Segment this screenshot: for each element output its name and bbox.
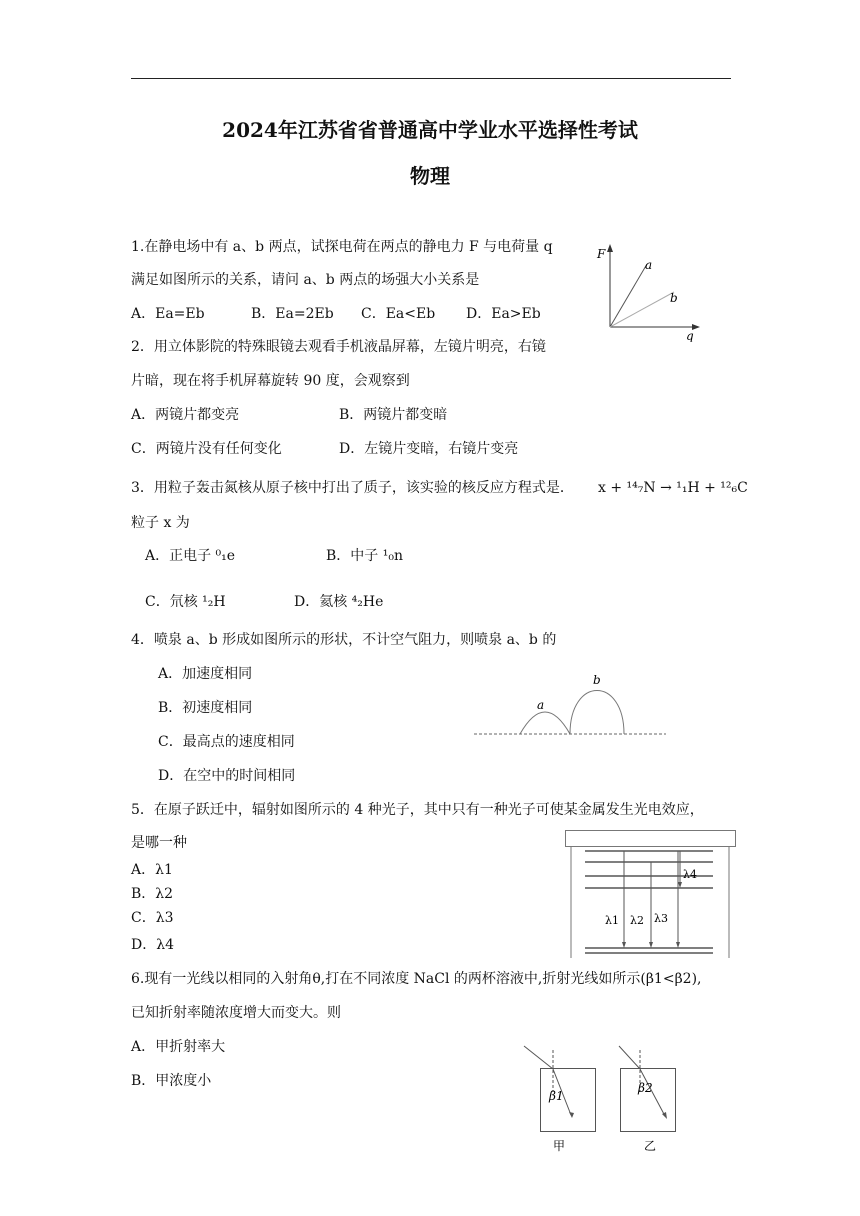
q4-arc-b — [570, 691, 624, 735]
q5-label-lambda2: λ2 — [630, 914, 644, 927]
q1-f-axis-arrow — [607, 244, 613, 252]
q4-option-c: C．最高点的速度相同 — [158, 734, 295, 750]
q6-beakers-figure — [520, 1042, 690, 1158]
q6-incident-ray-left — [524, 1046, 553, 1069]
subject-title: 物理 — [410, 164, 450, 188]
q4-label-a: a — [537, 698, 545, 712]
q5-option-d: D．λ4 — [131, 937, 175, 953]
q5-arrowhead-lambda1 — [622, 942, 626, 948]
q5-stem-line2: 是哪一种 — [131, 835, 187, 851]
q1-f-label: F — [597, 247, 606, 261]
exam-title: 2024年江苏省省普通高中学业水平选择性考试 — [222, 118, 638, 142]
q5-option-b: B．λ2 — [131, 886, 174, 902]
q6-option-b: B．甲浓度小 — [131, 1073, 212, 1089]
q1-line-b — [610, 292, 674, 327]
q6-beaker-right — [621, 1069, 676, 1132]
q4-option-a: A．加速度相同 — [158, 666, 253, 682]
q4-option-d: D．在空中的时间相同 — [158, 768, 296, 784]
q5-arrowhead-lambda2 — [649, 942, 653, 948]
q3-stem-line1: 3．用粒子轰击氮核从原子核中打出了质子，该实验的核反应方程式是． — [131, 480, 574, 496]
q3-stem-line2: 粒子 x 为 — [131, 515, 190, 531]
q4-arc-a — [520, 712, 570, 734]
q1-a-label: a — [645, 258, 653, 272]
q3-option-a: A．正电子 ⁰₁e — [145, 548, 236, 564]
q5-label-lambda4: λ4 — [683, 868, 697, 881]
q4-option-b: B．初速度相同 — [158, 700, 253, 716]
q3-option-d: D．氦核 ⁴₂He — [294, 594, 384, 610]
q6-angle-left-label: β1 — [549, 1089, 564, 1103]
q3-option-c: C．氘核 ¹₂H — [145, 594, 226, 610]
q1-b-label: b — [670, 291, 678, 305]
q4-label-b: b — [593, 673, 601, 687]
q2-option-a: A．两镜片都变亮 — [131, 407, 240, 423]
q6-stem-line1: 6.现有一光线以相同的入射角θ,打在不同浓度 NaCl 的两杯溶液中,折射光线如所示(β1<β2), — [131, 971, 702, 987]
q6-beaker-left-label: 甲 — [553, 1139, 566, 1153]
q5-arrowhead-lambda3 — [676, 942, 680, 948]
q4-fountain-figure — [474, 672, 668, 742]
q5-energy-level-figure — [565, 828, 737, 960]
q6-arrowhead-left — [569, 1112, 574, 1118]
q5-label-lambda1: λ1 — [605, 914, 619, 927]
q5-arrowhead-lambda4 — [678, 882, 682, 888]
q2-option-d: D．左镜片变暗，右镜片变亮 — [339, 441, 519, 457]
q3-option-b: B．中子 ¹₀n — [326, 548, 403, 564]
q3-equation: x + ¹⁴₇N → ¹₁H + ¹²₆C — [598, 480, 748, 496]
q5-option-c: C．λ3 — [131, 910, 174, 926]
q5-stem-line1: 5．在原子跃迁中，辐射如图所示的 4 种光子，其中只有一种光子可使某金属发生光电效应， — [131, 802, 704, 818]
q1-option-b: B．Ea=2Eb — [251, 306, 334, 322]
q2-stem-line1: 2．用立体影院的特殊眼镜去观看手机液晶屏幕，左镜片明亮，右镜 — [131, 339, 546, 355]
q6-beaker-right-label: 乙 — [644, 1139, 657, 1153]
q6-incident-ray-right — [619, 1046, 640, 1069]
q1-option-a: A．Ea=Eb — [131, 306, 205, 322]
q6-angle-right-label: β2 — [638, 1081, 653, 1095]
q2-option-b: B．两镜片都变暗 — [339, 407, 448, 423]
q1-stem-line2: 满足如图所示的关系，请问 a、b 两点的场强大小关系是 — [131, 272, 480, 288]
q1-line-a — [610, 264, 647, 327]
q6-stem-line2: 已知折射率随浓度增大而变大。则 — [131, 1005, 341, 1021]
header-rule — [131, 78, 731, 79]
q5-top-bar — [566, 831, 736, 847]
q5-label-lambda3: λ3 — [654, 912, 668, 925]
q1-q-label: q — [686, 329, 694, 342]
q1-stem-line1: 1.在静电场中有 a、b 两点，试探电荷在两点的静电力 F 与电荷量 q — [131, 239, 553, 255]
q6-option-a: A．甲折射率大 — [131, 1039, 226, 1055]
q2-option-c: C．两镜片没有任何变化 — [131, 441, 282, 457]
q2-stem-line2: 片暗，现在将手机屏幕旋转 90 度，会观察到 — [131, 373, 410, 389]
q4-stem: 4．喷泉 a、b 形成如图所示的形状，不计空气阻力，则喷泉 a、b 的 — [131, 632, 557, 648]
q6-arrowhead-right — [662, 1112, 667, 1119]
q5-option-a: A．λ1 — [131, 862, 173, 878]
q1-option-d: D．Ea>Eb — [466, 306, 541, 322]
q1-fq-graph — [592, 242, 704, 342]
q1-option-c: C．Ea<Eb — [361, 306, 436, 322]
